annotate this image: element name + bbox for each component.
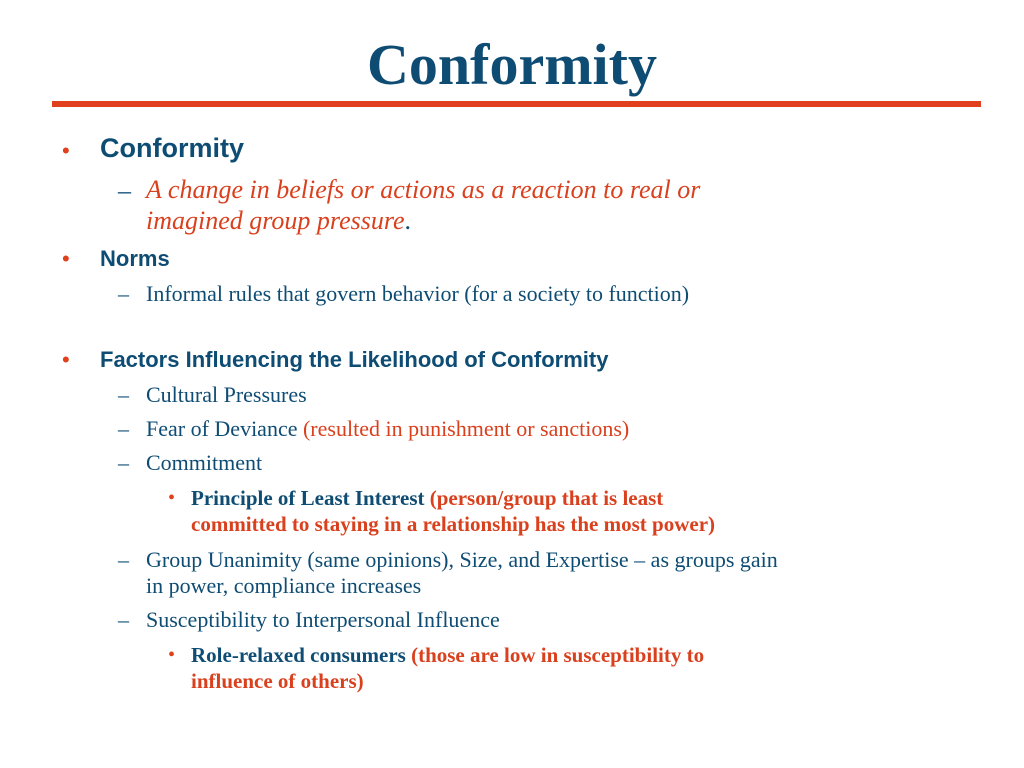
role-relaxed-line1 bbox=[191, 643, 704, 668]
dash-marker: – bbox=[118, 382, 129, 407]
factor-group-unanimity-line2: in power, compliance increases bbox=[146, 573, 422, 598]
factor-fear-label: Fear of Deviance bbox=[146, 416, 303, 441]
conformity-definition-period: . bbox=[404, 206, 412, 235]
bullet-marker: • bbox=[62, 138, 70, 163]
conformity-heading: Conformity bbox=[100, 133, 244, 163]
norms-definition: Informal rules that govern behavior (for a society to function) bbox=[146, 281, 690, 306]
dash-marker: – bbox=[118, 450, 129, 475]
dash-marker: – bbox=[118, 607, 129, 632]
slide-title: Conformity bbox=[367, 32, 657, 97]
principle-note-line2: committed to staying in a relationship has the most power) bbox=[191, 512, 716, 536]
factor-susceptibility: Susceptibility to Interpersonal Influence bbox=[146, 607, 500, 632]
role-relaxed-line2 bbox=[191, 669, 364, 694]
principle-least-interest-line2 bbox=[191, 512, 715, 537]
factors-heading: Factors Influencing the Likelihood of Conformity bbox=[100, 347, 609, 372]
sub-bullet-marker: • bbox=[168, 487, 176, 509]
sub-bullet-marker: • bbox=[168, 644, 176, 666]
factor-group-unanimity-line1: Group Unanimity (same opinions), Size, and Expertise – as groups gain bbox=[146, 547, 778, 572]
principle-note-line1: (person/group that is least bbox=[429, 486, 664, 510]
principle-least-interest-line1 bbox=[191, 486, 663, 511]
dash-marker: – bbox=[118, 416, 129, 441]
factor-fear-of-deviance bbox=[146, 416, 629, 442]
conformity-definition-line1: A change in beliefs or actions as a reaction to real or bbox=[146, 175, 701, 204]
principle-label: Principle of Least Interest bbox=[191, 486, 430, 510]
conformity-definition-text: imagined group pressure bbox=[146, 206, 405, 235]
bullet-marker: • bbox=[62, 347, 70, 372]
role-note-line1: (those are low in susceptibility to bbox=[411, 643, 705, 667]
factor-cultural-pressures: Cultural Pressures bbox=[146, 382, 307, 407]
bullet-marker: • bbox=[62, 246, 70, 271]
conformity-definition-line2 bbox=[146, 206, 411, 236]
norms-heading: Norms bbox=[100, 246, 170, 271]
dash-marker: – bbox=[118, 547, 129, 572]
role-label: Role-relaxed consumers bbox=[191, 643, 412, 667]
factor-commitment: Commitment bbox=[146, 450, 263, 475]
dash-marker: – bbox=[118, 281, 129, 306]
role-note-line2: influence of others) bbox=[191, 669, 364, 693]
factor-fear-note: (resulted in punishment or sanctions) bbox=[302, 416, 630, 441]
dash-marker: – bbox=[118, 176, 131, 205]
